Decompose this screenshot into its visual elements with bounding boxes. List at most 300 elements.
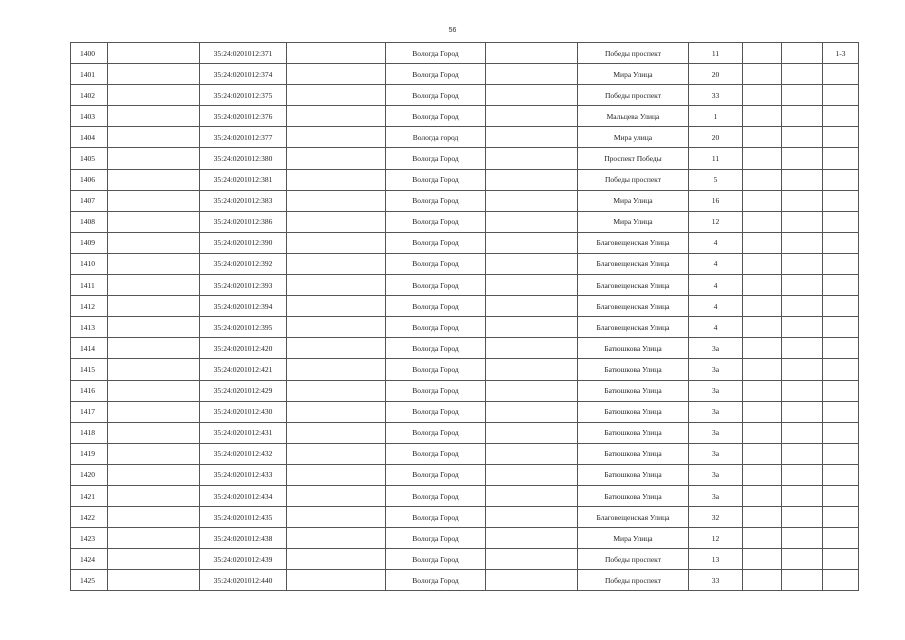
- row-number-cell: 1418: [71, 422, 108, 443]
- empty-cell: [486, 127, 578, 148]
- empty-cell: [108, 507, 200, 528]
- row-number-cell: 1410: [71, 253, 108, 274]
- empty-cell: [743, 338, 782, 359]
- row-number-cell: 1419: [71, 443, 108, 464]
- empty-cell: [108, 169, 200, 190]
- empty-cell: [486, 64, 578, 85]
- house-number-cell: 4: [689, 232, 743, 253]
- city-cell: Вологда Город: [386, 401, 486, 422]
- cadastral-number-cell: 35:24:0201012:421: [200, 359, 287, 380]
- row-number-cell: 1421: [71, 485, 108, 506]
- street-cell: Батюшкова Улица: [578, 401, 689, 422]
- street-cell: Батюшкова Улица: [578, 464, 689, 485]
- empty-cell: [486, 211, 578, 232]
- apartment-range-cell: [823, 422, 859, 443]
- street-cell: Победы проспект: [578, 169, 689, 190]
- row-number-cell: 1404: [71, 127, 108, 148]
- city-cell: Вологда Город: [386, 422, 486, 443]
- street-cell: Мира улица: [578, 127, 689, 148]
- empty-cell: [486, 359, 578, 380]
- street-cell: Мира Улица: [578, 528, 689, 549]
- house-number-cell: 3а: [689, 338, 743, 359]
- city-cell: Вологда Город: [386, 359, 486, 380]
- row-number-cell: 1423: [71, 528, 108, 549]
- empty-cell: [782, 211, 823, 232]
- empty-cell: [743, 296, 782, 317]
- cadastral-number-cell: 35:24:0201012:394: [200, 296, 287, 317]
- table-row: [71, 549, 859, 570]
- empty-cell: [108, 485, 200, 506]
- empty-cell: [486, 485, 578, 506]
- house-number-cell: 3а: [689, 443, 743, 464]
- empty-cell: [287, 443, 386, 464]
- empty-cell: [108, 190, 200, 211]
- cadastral-number-cell: 35:24:0201012:376: [200, 106, 287, 127]
- empty-cell: [108, 422, 200, 443]
- house-number-cell: 5: [689, 169, 743, 190]
- table-row: [71, 317, 859, 338]
- empty-cell: [743, 507, 782, 528]
- row-number-cell: 1414: [71, 338, 108, 359]
- street-cell: Батюшкова Улица: [578, 485, 689, 506]
- row-number-cell: 1424: [71, 549, 108, 570]
- registry-table: [70, 42, 859, 591]
- table-row: [71, 570, 859, 591]
- apartment-range-cell: [823, 549, 859, 570]
- apartment-range-cell: [823, 127, 859, 148]
- empty-cell: [782, 507, 823, 528]
- empty-cell: [743, 127, 782, 148]
- empty-cell: [108, 296, 200, 317]
- empty-cell: [287, 401, 386, 422]
- table-row: [71, 401, 859, 422]
- empty-cell: [287, 528, 386, 549]
- empty-cell: [108, 443, 200, 464]
- city-cell: Вологда Город: [386, 485, 486, 506]
- street-cell: Батюшкова Улица: [578, 422, 689, 443]
- empty-cell: [486, 43, 578, 64]
- street-cell: Победы проспект: [578, 85, 689, 106]
- city-cell: Вологда Город: [386, 85, 486, 106]
- apartment-range-cell: [823, 401, 859, 422]
- row-number-cell: 1415: [71, 359, 108, 380]
- empty-cell: [287, 464, 386, 485]
- house-number-cell: 11: [689, 43, 743, 64]
- street-cell: Благовещенская Улица: [578, 317, 689, 338]
- street-cell: Проспект Победы: [578, 148, 689, 169]
- street-cell: Мира Улица: [578, 211, 689, 232]
- apartment-range-cell: [823, 190, 859, 211]
- street-cell: Батюшкова Улица: [578, 359, 689, 380]
- empty-cell: [486, 380, 578, 401]
- house-number-cell: 20: [689, 64, 743, 85]
- apartment-range-cell: [823, 85, 859, 106]
- empty-cell: [743, 64, 782, 85]
- street-cell: Благовещенская Улица: [578, 232, 689, 253]
- empty-cell: [486, 253, 578, 274]
- table-row: [71, 127, 859, 148]
- empty-cell: [782, 443, 823, 464]
- apartment-range-cell: [823, 528, 859, 549]
- empty-cell: [743, 43, 782, 64]
- house-number-cell: 13: [689, 549, 743, 570]
- city-cell: Вологда Город: [386, 64, 486, 85]
- apartment-range-cell: [823, 275, 859, 296]
- empty-cell: [108, 85, 200, 106]
- street-cell: Благовещенская Улица: [578, 507, 689, 528]
- city-cell: Вологда Город: [386, 549, 486, 570]
- empty-cell: [743, 211, 782, 232]
- cadastral-number-cell: 35:24:0201012:380: [200, 148, 287, 169]
- empty-cell: [108, 570, 200, 591]
- street-cell: Батюшкова Улица: [578, 338, 689, 359]
- house-number-cell: 3а: [689, 464, 743, 485]
- empty-cell: [782, 338, 823, 359]
- apartment-range-cell: [823, 211, 859, 232]
- table-row: [71, 422, 859, 443]
- empty-cell: [486, 148, 578, 169]
- table-row: [71, 148, 859, 169]
- empty-cell: [486, 507, 578, 528]
- apartment-range-cell: [823, 443, 859, 464]
- empty-cell: [486, 528, 578, 549]
- empty-cell: [287, 549, 386, 570]
- empty-cell: [287, 85, 386, 106]
- city-cell: Вологда Город: [386, 275, 486, 296]
- city-cell: Вологда Город: [386, 169, 486, 190]
- empty-cell: [743, 359, 782, 380]
- house-number-cell: 1: [689, 106, 743, 127]
- table-row: [71, 296, 859, 317]
- city-cell: Вологда Город: [386, 338, 486, 359]
- empty-cell: [782, 464, 823, 485]
- empty-cell: [287, 296, 386, 317]
- cadastral-number-cell: 35:24:0201012:377: [200, 127, 287, 148]
- cadastral-number-cell: 35:24:0201012:431: [200, 422, 287, 443]
- house-number-cell: 11: [689, 148, 743, 169]
- table-row: [71, 275, 859, 296]
- cadastral-number-cell: 35:24:0201012:435: [200, 507, 287, 528]
- empty-cell: [743, 106, 782, 127]
- cadastral-number-cell: 35:24:0201012:430: [200, 401, 287, 422]
- apartment-range-cell: [823, 148, 859, 169]
- table-row: [71, 464, 859, 485]
- empty-cell: [287, 359, 386, 380]
- apartment-range-cell: [823, 296, 859, 317]
- empty-cell: [108, 211, 200, 232]
- table-row: [71, 64, 859, 85]
- row-number-cell: 1401: [71, 64, 108, 85]
- empty-cell: [743, 549, 782, 570]
- empty-cell: [108, 464, 200, 485]
- table-row: [71, 169, 859, 190]
- apartment-range-cell: [823, 359, 859, 380]
- street-cell: Победы проспект: [578, 570, 689, 591]
- apartment-range-cell: [823, 317, 859, 338]
- house-number-cell: 12: [689, 211, 743, 232]
- apartment-range-cell: [823, 507, 859, 528]
- house-number-cell: 33: [689, 570, 743, 591]
- empty-cell: [486, 464, 578, 485]
- empty-cell: [108, 275, 200, 296]
- table-row: [71, 253, 859, 274]
- city-cell: Вологда Город: [386, 570, 486, 591]
- house-number-cell: 20: [689, 127, 743, 148]
- cadastral-number-cell: 35:24:0201012:438: [200, 528, 287, 549]
- empty-cell: [782, 422, 823, 443]
- empty-cell: [782, 253, 823, 274]
- empty-cell: [486, 85, 578, 106]
- empty-cell: [287, 148, 386, 169]
- city-cell: Вологда Город: [386, 317, 486, 338]
- table-row: [71, 507, 859, 528]
- street-cell: Мира Улица: [578, 64, 689, 85]
- cadastral-number-cell: 35:24:0201012:434: [200, 485, 287, 506]
- empty-cell: [743, 401, 782, 422]
- house-number-cell: 4: [689, 317, 743, 338]
- city-cell: Вологда Город: [386, 507, 486, 528]
- empty-cell: [782, 317, 823, 338]
- empty-cell: [287, 380, 386, 401]
- empty-cell: [782, 106, 823, 127]
- street-cell: Мальцева Улица: [578, 106, 689, 127]
- cadastral-number-cell: 35:24:0201012:383: [200, 190, 287, 211]
- empty-cell: [287, 127, 386, 148]
- apartment-range-cell: [823, 253, 859, 274]
- street-cell: Благовещенская Улица: [578, 253, 689, 274]
- empty-cell: [782, 127, 823, 148]
- table-row: [71, 528, 859, 549]
- empty-cell: [782, 296, 823, 317]
- house-number-cell: 12: [689, 528, 743, 549]
- row-number-cell: 1411: [71, 275, 108, 296]
- city-cell: Вологда Город: [386, 148, 486, 169]
- city-cell: Вологда Город: [386, 106, 486, 127]
- row-number-cell: 1402: [71, 85, 108, 106]
- table-row: [71, 211, 859, 232]
- cadastral-number-cell: 35:24:0201012:375: [200, 85, 287, 106]
- empty-cell: [287, 43, 386, 64]
- empty-cell: [287, 106, 386, 127]
- row-number-cell: 1406: [71, 169, 108, 190]
- table-row: [71, 85, 859, 106]
- empty-cell: [108, 148, 200, 169]
- row-number-cell: 1408: [71, 211, 108, 232]
- apartment-range-cell: [823, 464, 859, 485]
- empty-cell: [743, 169, 782, 190]
- empty-cell: [782, 85, 823, 106]
- empty-cell: [743, 190, 782, 211]
- table-row: [71, 232, 859, 253]
- empty-cell: [486, 190, 578, 211]
- street-cell: Благовещенская Улица: [578, 296, 689, 317]
- cadastral-number-cell: 35:24:0201012:432: [200, 443, 287, 464]
- cadastral-number-cell: 35:24:0201012:374: [200, 64, 287, 85]
- empty-cell: [287, 253, 386, 274]
- empty-cell: [108, 64, 200, 85]
- apartment-range-cell: [823, 232, 859, 253]
- street-cell: Благовещенская Улица: [578, 275, 689, 296]
- empty-cell: [287, 190, 386, 211]
- empty-cell: [743, 464, 782, 485]
- cadastral-number-cell: 35:24:0201012:371: [200, 43, 287, 64]
- empty-cell: [108, 549, 200, 570]
- empty-cell: [782, 570, 823, 591]
- empty-cell: [743, 528, 782, 549]
- house-number-cell: 3а: [689, 485, 743, 506]
- empty-cell: [782, 401, 823, 422]
- apartment-range-cell: [823, 64, 859, 85]
- empty-cell: [108, 359, 200, 380]
- apartment-range-cell: [823, 338, 859, 359]
- empty-cell: [108, 317, 200, 338]
- street-cell: Мира Улица: [578, 190, 689, 211]
- table-row: [71, 43, 859, 64]
- empty-cell: [743, 422, 782, 443]
- row-number-cell: 1403: [71, 106, 108, 127]
- empty-cell: [287, 317, 386, 338]
- city-cell: Вологда Город: [386, 211, 486, 232]
- table-row: [71, 359, 859, 380]
- empty-cell: [782, 549, 823, 570]
- cadastral-number-cell: 35:24:0201012:392: [200, 253, 287, 274]
- empty-cell: [486, 443, 578, 464]
- house-number-cell: 3а: [689, 359, 743, 380]
- city-cell: Вологда Город: [386, 296, 486, 317]
- empty-cell: [287, 275, 386, 296]
- house-number-cell: 4: [689, 253, 743, 274]
- cadastral-number-cell: 35:24:0201012:390: [200, 232, 287, 253]
- empty-cell: [486, 338, 578, 359]
- empty-cell: [782, 64, 823, 85]
- empty-cell: [108, 253, 200, 274]
- empty-cell: [743, 148, 782, 169]
- empty-cell: [782, 148, 823, 169]
- empty-cell: [486, 275, 578, 296]
- empty-cell: [782, 380, 823, 401]
- empty-cell: [782, 169, 823, 190]
- empty-cell: [486, 401, 578, 422]
- empty-cell: [287, 338, 386, 359]
- empty-cell: [287, 211, 386, 232]
- table-row: [71, 380, 859, 401]
- empty-cell: [743, 317, 782, 338]
- table-row: [71, 106, 859, 127]
- empty-cell: [287, 570, 386, 591]
- empty-cell: [287, 64, 386, 85]
- city-cell: Вологда Город: [386, 43, 486, 64]
- city-cell: Вологда Город: [386, 443, 486, 464]
- cadastral-number-cell: 35:24:0201012:381: [200, 169, 287, 190]
- cadastral-number-cell: 35:24:0201012:420: [200, 338, 287, 359]
- cadastral-number-cell: 35:24:0201012:429: [200, 380, 287, 401]
- city-cell: Вологда город: [386, 127, 486, 148]
- row-number-cell: 1407: [71, 190, 108, 211]
- empty-cell: [782, 359, 823, 380]
- empty-cell: [287, 232, 386, 253]
- apartment-range-cell: [823, 169, 859, 190]
- cadastral-number-cell: 35:24:0201012:439: [200, 549, 287, 570]
- row-number-cell: 1420: [71, 464, 108, 485]
- empty-cell: [287, 485, 386, 506]
- city-cell: Вологда Город: [386, 464, 486, 485]
- apartment-range-cell: 1-3: [823, 43, 859, 64]
- row-number-cell: 1422: [71, 507, 108, 528]
- empty-cell: [782, 485, 823, 506]
- row-number-cell: 1413: [71, 317, 108, 338]
- empty-cell: [743, 485, 782, 506]
- row-number-cell: 1425: [71, 570, 108, 591]
- empty-cell: [486, 317, 578, 338]
- table-row: [71, 443, 859, 464]
- empty-cell: [743, 275, 782, 296]
- empty-cell: [486, 422, 578, 443]
- empty-cell: [486, 169, 578, 190]
- house-number-cell: 16: [689, 190, 743, 211]
- house-number-cell: 33: [689, 85, 743, 106]
- house-number-cell: 3а: [689, 401, 743, 422]
- empty-cell: [743, 443, 782, 464]
- street-cell: Победы проспект: [578, 549, 689, 570]
- cadastral-number-cell: 35:24:0201012:386: [200, 211, 287, 232]
- empty-cell: [108, 43, 200, 64]
- empty-cell: [743, 253, 782, 274]
- empty-cell: [486, 232, 578, 253]
- apartment-range-cell: [823, 106, 859, 127]
- table-body: [71, 43, 859, 591]
- empty-cell: [782, 232, 823, 253]
- row-number-cell: 1400: [71, 43, 108, 64]
- empty-cell: [108, 127, 200, 148]
- house-number-cell: 3а: [689, 422, 743, 443]
- street-cell: Победы проспект: [578, 43, 689, 64]
- table-row: [71, 485, 859, 506]
- empty-cell: [743, 85, 782, 106]
- empty-cell: [287, 507, 386, 528]
- city-cell: Вологда Город: [386, 253, 486, 274]
- empty-cell: [782, 528, 823, 549]
- page-number: 56: [448, 27, 457, 34]
- city-cell: Вологда Город: [386, 528, 486, 549]
- table-row: [71, 338, 859, 359]
- empty-cell: [743, 570, 782, 591]
- row-number-cell: 1405: [71, 148, 108, 169]
- empty-cell: [287, 169, 386, 190]
- table-row: [71, 190, 859, 211]
- row-number-cell: 1409: [71, 232, 108, 253]
- row-number-cell: 1416: [71, 380, 108, 401]
- apartment-range-cell: [823, 380, 859, 401]
- empty-cell: [108, 380, 200, 401]
- row-number-cell: 1412: [71, 296, 108, 317]
- empty-cell: [486, 549, 578, 570]
- empty-cell: [108, 106, 200, 127]
- house-number-cell: 3а: [689, 380, 743, 401]
- empty-cell: [782, 43, 823, 64]
- empty-cell: [782, 190, 823, 211]
- street-cell: Батюшкова Улица: [578, 380, 689, 401]
- cadastral-number-cell: 35:24:0201012:395: [200, 317, 287, 338]
- house-number-cell: 32: [689, 507, 743, 528]
- empty-cell: [486, 296, 578, 317]
- house-number-cell: 4: [689, 296, 743, 317]
- empty-cell: [108, 528, 200, 549]
- empty-cell: [486, 106, 578, 127]
- city-cell: Вологда Город: [386, 232, 486, 253]
- street-cell: Батюшкова Улица: [578, 443, 689, 464]
- empty-cell: [486, 570, 578, 591]
- house-number-cell: 4: [689, 275, 743, 296]
